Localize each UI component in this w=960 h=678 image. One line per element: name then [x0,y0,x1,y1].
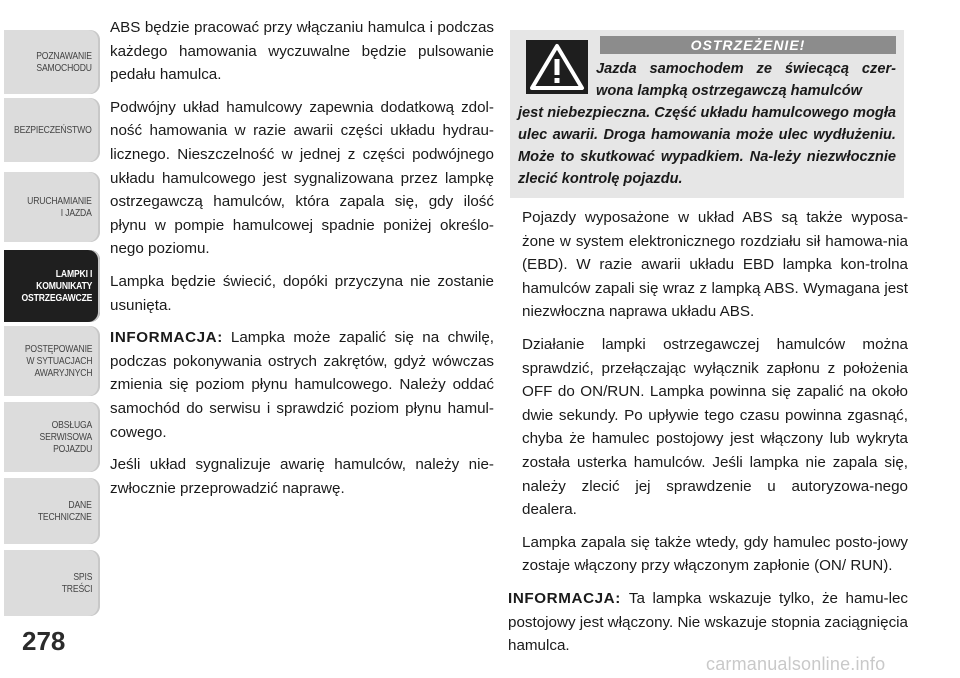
info-text: Lampka może zapalić się na chwilę, podczas pokonywania ostrych zakrętów, gdyż wówczas zmienia się poziom płynu hamulcowego. Należy oddać samochód do serwisu i sprawdzić poziom płynu hamul-cowego. [110,329,494,441]
warning-box [510,30,904,198]
tab-label: SPIS TREŚCI [61,571,92,595]
tab-label: OBSŁUGA SERWISOWA POJAZDU [39,419,92,455]
tab-uruchamianie-i-jazda[interactable] [4,172,100,242]
tab-label: POZNAWANIE SAMOCHODU [36,50,92,74]
tab-lampki-i-komunikaty[interactable] [4,250,100,322]
paragraph-ebd: Pojazdy wyposażone w układ ABS są także wyposa-żone w system elektronicznego rozdziału sił hamowa-nia (EBD). W razie awarii układu EBD lampka kon-trolna hamulców zapali się wraz z lampką ABS. Wymagana jest niezwłoczna naprawa układu ABS. [522,209,908,321]
info-text: Ta lampka wskazuje tylko, że hamu-lec postojowy jest włączony. Nie wskazuje stopnia zaciągnięcia hamulca. [508,589,908,655]
paragraph-abs-pulse: ABS będzie pracować przy włączaniu hamulca i podczas każdego hamowania wyczuwalne będzie pulsowanie pedału hamulca. [110,19,494,84]
tab-label: DANE TECHNICZNE [38,499,92,523]
watermark: carmanualsonline.info [706,654,886,674]
paragraph-lamp-test: Działanie lampki ostrzegawczej hamulców można sprawdzić, przełączając wyłącznik zapłonu z położenia OFF do ON/RUN. Lampka powinna się zapalić na około dwie sekundy. Po upływie tego czasu powinna zgasnąć, chyba że hamulec postojowy jest włączony lub wykryta została usterka hamulców. Jeśli lampka nie zapala się, należy zlecić jej sprawdzenie u autoryzowa-nego dealera. [522,335,908,519]
info-label: INFORMACJA: [110,329,223,347]
tab-label: URUCHAMIANIE I JAZDA [27,195,92,219]
chapter-sidebar [0,0,104,678]
tab-dane-techniczne[interactable] [4,478,100,544]
tab-bezpieczenstwo[interactable] [4,98,100,162]
right-column [508,30,908,667]
tab-spis-tresci[interactable] [4,550,100,616]
tab-poznawanie-samochodu[interactable] [4,30,100,94]
warning-triangle-icon [526,40,588,94]
warning-text-rest: jest niebezpieczna. Część układu hamulcowego mogła ulec awarii. Droga hamowania może ulec wydłużeniu. Może to skutkować wypadkiem. Na-leży niezwłocznie zlecić kontrolę pojazdu. [518,105,896,187]
tab-label: LAMPKI I KOMUNIKATY OSTRZEGAWCZE [21,268,92,304]
paragraph-dual-brake-system: Podwójny układ hamulcowy zapewnia dodatkową zdol-ność hamowania w razie awarii części układu hydrau-licznego. Nieszczelność w jednej z części podwójnego układu hamulcowego jest sygnalizowana przez lampkę ostrzegawczą hamulców, która zapala się, gdy ilość płynu w pompie hamulcowej spadnie poniżej określo-nego poziomu. [110,98,494,258]
tab-label: BEZPIECZEŃSTWO [14,124,92,136]
info-note-right [508,587,908,658]
tab-obsluga-serwisowa[interactable] [4,402,100,472]
paragraph-repair-immediately: Jeśli układ sygnalizuje awarię hamulców, należy nie-zwłocznie przeprowadzić naprawę. [110,456,494,497]
info-note-left [110,326,494,444]
info-label: INFORMACJA: [508,589,621,607]
paragraph-parking-brake: Lampka zapala się także wtedy, gdy hamulec posto-jowy zostaje włączony przy włączonym zapłonie (ON/ RUN). [522,533,908,575]
tab-postepowanie-awaryjne[interactable] [4,326,100,396]
warning-title: OSTRZEŻENIE! [600,36,896,54]
paragraph-lamp-stays-on: Lampka będzie świecić, dopóki przyczyna nie zostanie usunięta. [110,272,494,314]
warning-text-first: Jazda samochodem ze świecącą czer-wona lampką ostrzegawczą hamulców [596,61,896,99]
tab-label: POSTĘPOWANIE W SYTUACJACH AWARYJNYCH [24,343,92,379]
left-column [110,16,494,509]
page-number: 278 [22,626,66,656]
